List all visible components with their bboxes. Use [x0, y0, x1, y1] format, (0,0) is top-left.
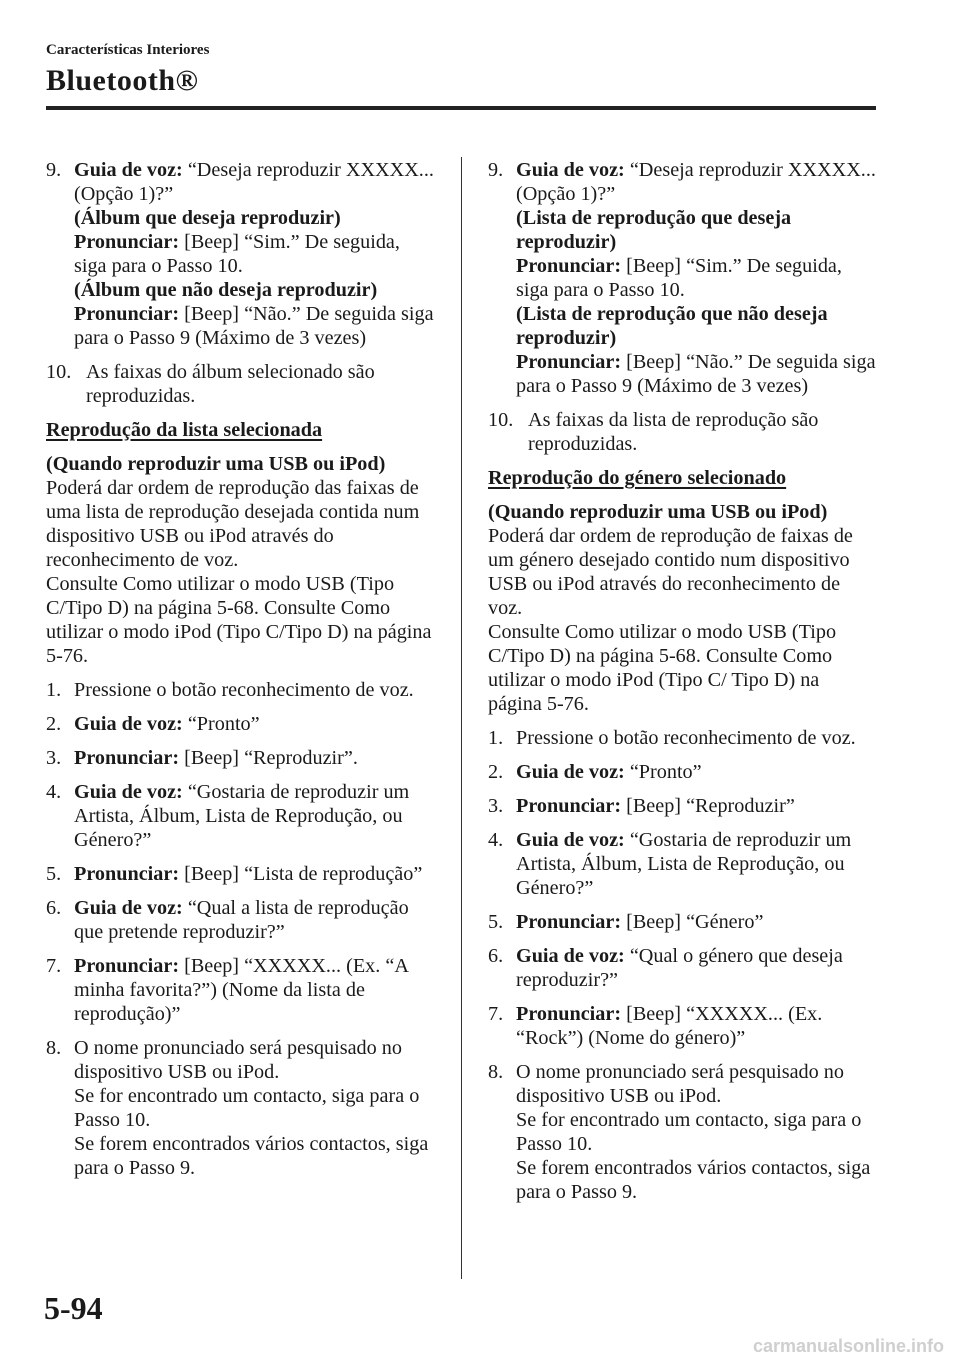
column-divider [461, 157, 462, 1279]
say-label: Pronunciar: [516, 351, 622, 373]
step-number: 6. [488, 945, 504, 967]
step-3 [46, 746, 436, 770]
voice-guide-label: Guia de voz: [516, 159, 625, 181]
intro-paragraph [488, 500, 878, 716]
say-label: Pronunciar: [74, 955, 180, 977]
watermark: carmanualsonline.info [752, 1336, 944, 1356]
step-number: 3. [488, 795, 504, 817]
step-number: 4. [46, 781, 62, 803]
step-found-many: Se forem encontrados vários contactos, siga para o Passo 9. [74, 1133, 429, 1179]
say-label: Pronunciar: [516, 1003, 622, 1025]
step-8 [46, 1036, 436, 1180]
step-number: 2. [46, 713, 62, 735]
step-number: 10. [46, 361, 72, 383]
step-text: [Beep] “Lista de reprodução” [184, 863, 423, 885]
voice-guide-text: “Deseja reproduzir XXXXX... (Opção 1)?” [74, 159, 434, 205]
intro-condition: (Quando reproduzir uma USB ou iPod) [488, 501, 828, 523]
say-label: Pronunciar: [516, 255, 622, 277]
right-column [488, 158, 878, 1214]
step-6 [488, 944, 878, 992]
step-text: Pressione o botão reconhecimento de voz. [516, 727, 856, 749]
step-found-one: Se for encontrado um contacto, siga para o Passo 10. [516, 1109, 862, 1155]
step-number: 9. [46, 159, 62, 181]
step-4 [488, 828, 878, 900]
section-label: Características Interiores [46, 42, 210, 58]
step-text: “Qual o género que deseja reproduzir?” [516, 945, 843, 991]
section-heading: Reprodução do género selecionado [488, 467, 787, 489]
step-number: 4. [488, 829, 504, 851]
step-9 [488, 158, 878, 398]
say-label: Pronunciar: [516, 911, 622, 933]
intro-condition: (Quando reproduzir uma USB ou iPod) [46, 453, 386, 475]
say-text: [Beep] “Não.” De seguida siga para o Passo 9 (Máximo de 3 vezes) [74, 303, 434, 349]
voice-guide-text: “Deseja reproduzir XXXXX... (Opção 1)?” [516, 159, 876, 205]
step-number: 8. [488, 1061, 504, 1083]
say-label: Pronunciar: [74, 747, 180, 769]
voice-guide-label: Guia de voz: [74, 159, 183, 181]
page-number: 5-94 [44, 1290, 103, 1326]
step-text: As faixas da lista de reprodução são reproduzidas. [528, 409, 819, 455]
step-5 [46, 862, 436, 886]
step-number: 7. [46, 955, 62, 977]
step-text: “Gostaria de reproduzir um Artista, Álbum, Lista de Reprodução, ou Género?” [516, 829, 852, 899]
step-number: 10. [488, 409, 514, 431]
option-no: (Álbum que não deseja reproduzir) [74, 279, 378, 301]
say-label: Pronunciar: [74, 303, 180, 325]
say-text: [Beep] “Sim.” De seguida, siga para o Passo 10. [74, 231, 400, 277]
say-label: Pronunciar: [516, 795, 622, 817]
intro-reference: Consulte Como utilizar o modo USB (Tipo C/Tipo D) na página 5-68. Consulte Como utilizar o modo iPod (Tipo C/Tipo D) na página 5-76. [46, 573, 432, 667]
intro-text: Poderá dar ordem de reprodução das faixas de uma lista de reprodução desejada contida num dispositivo USB ou iPod através do reconhecimento de voz. [46, 477, 420, 571]
option-no: (Lista de reprodução que não deseja reproduzir) [516, 303, 828, 349]
say-label: Pronunciar: [74, 863, 180, 885]
intro-reference: Consulte Como utilizar o modo USB (Tipo C/Tipo D) na página 5-68. Consulte Como utilizar o modo iPod (Tipo C/ Tipo D) na página 5-76. [488, 621, 837, 715]
step-text: Pressione o botão reconhecimento de voz. [74, 679, 414, 701]
step-found-one: Se for encontrado um contacto, siga para o Passo 10. [74, 1085, 420, 1131]
step-number: 5. [488, 911, 504, 933]
voice-guide-label: Guia de voz: [74, 897, 183, 919]
step-number: 7. [488, 1003, 504, 1025]
left-column [46, 158, 436, 1190]
page-title: Bluetooth® [46, 64, 199, 97]
step-number: 2. [488, 761, 504, 783]
voice-guide-label: Guia de voz: [516, 761, 625, 783]
step-text: “Pronto” [187, 713, 260, 735]
step-9 [46, 158, 436, 350]
step-6 [46, 896, 436, 944]
intro-paragraph [46, 452, 436, 668]
step-text: “Pronto” [629, 761, 702, 783]
step-10 [46, 360, 436, 408]
title-rule [46, 106, 876, 110]
step-number: 1. [46, 679, 62, 701]
section-heading: Reprodução da lista selecionada [46, 419, 323, 441]
step-5 [488, 910, 878, 934]
voice-guide-label: Guia de voz: [74, 781, 183, 803]
say-text: [Beep] “Sim.” De seguida, siga para o Passo 10. [516, 255, 842, 301]
option-yes: (Lista de reprodução que deseja reproduzir) [516, 207, 792, 253]
step-text: “Gostaria de reproduzir um Artista, Álbum, Lista de Reprodução, ou Género?” [74, 781, 410, 851]
step-text: O nome pronunciado será pesquisado no dispositivo USB ou iPod. [516, 1061, 844, 1107]
step-number: 8. [46, 1037, 62, 1059]
say-label: Pronunciar: [74, 231, 180, 253]
step-text: “Qual a lista de reprodução que pretende reproduzir?” [74, 897, 409, 943]
step-number: 9. [488, 159, 504, 181]
step-text: [Beep] “XXXXX... (Ex. “Rock”) (Nome do género)” [516, 1003, 823, 1049]
step-7 [488, 1002, 878, 1050]
option-yes: (Álbum que deseja reproduzir) [74, 207, 341, 229]
step-7 [46, 954, 436, 1026]
step-text: [Beep] “Reproduzir” [626, 795, 795, 817]
step-found-many: Se forem encontrados vários contactos, siga para o Passo 9. [516, 1157, 871, 1203]
step-1 [46, 678, 436, 702]
step-number: 3. [46, 747, 62, 769]
voice-guide-label: Guia de voz: [516, 945, 625, 967]
step-3 [488, 794, 878, 818]
voice-guide-label: Guia de voz: [74, 713, 183, 735]
step-1 [488, 726, 878, 750]
step-text: [Beep] “Reproduzir”. [184, 747, 358, 769]
step-text: [Beep] “XXXXX... (Ex. “A minha favorita?”) (Nome da lista de reprodução)” [74, 955, 408, 1025]
step-4 [46, 780, 436, 852]
step-text: [Beep] “Género” [626, 911, 764, 933]
step-text: As faixas do álbum selecionado são reproduzidas. [86, 361, 375, 407]
step-number: 1. [488, 727, 504, 749]
voice-guide-label: Guia de voz: [516, 829, 625, 851]
intro-text: Poderá dar ordem de reprodução de faixas de um género desejado contido num dispositivo USB ou iPod através do reconhecimento de voz. [488, 525, 853, 619]
step-number: 6. [46, 897, 62, 919]
step-2 [46, 712, 436, 736]
say-text: [Beep] “Não.” De seguida siga para o Passo 9 (Máximo de 3 vezes) [516, 351, 876, 397]
step-text: O nome pronunciado será pesquisado no dispositivo USB ou iPod. [74, 1037, 402, 1083]
step-number: 5. [46, 863, 62, 885]
step-10 [488, 408, 878, 456]
step-2 [488, 760, 878, 784]
step-8 [488, 1060, 878, 1204]
